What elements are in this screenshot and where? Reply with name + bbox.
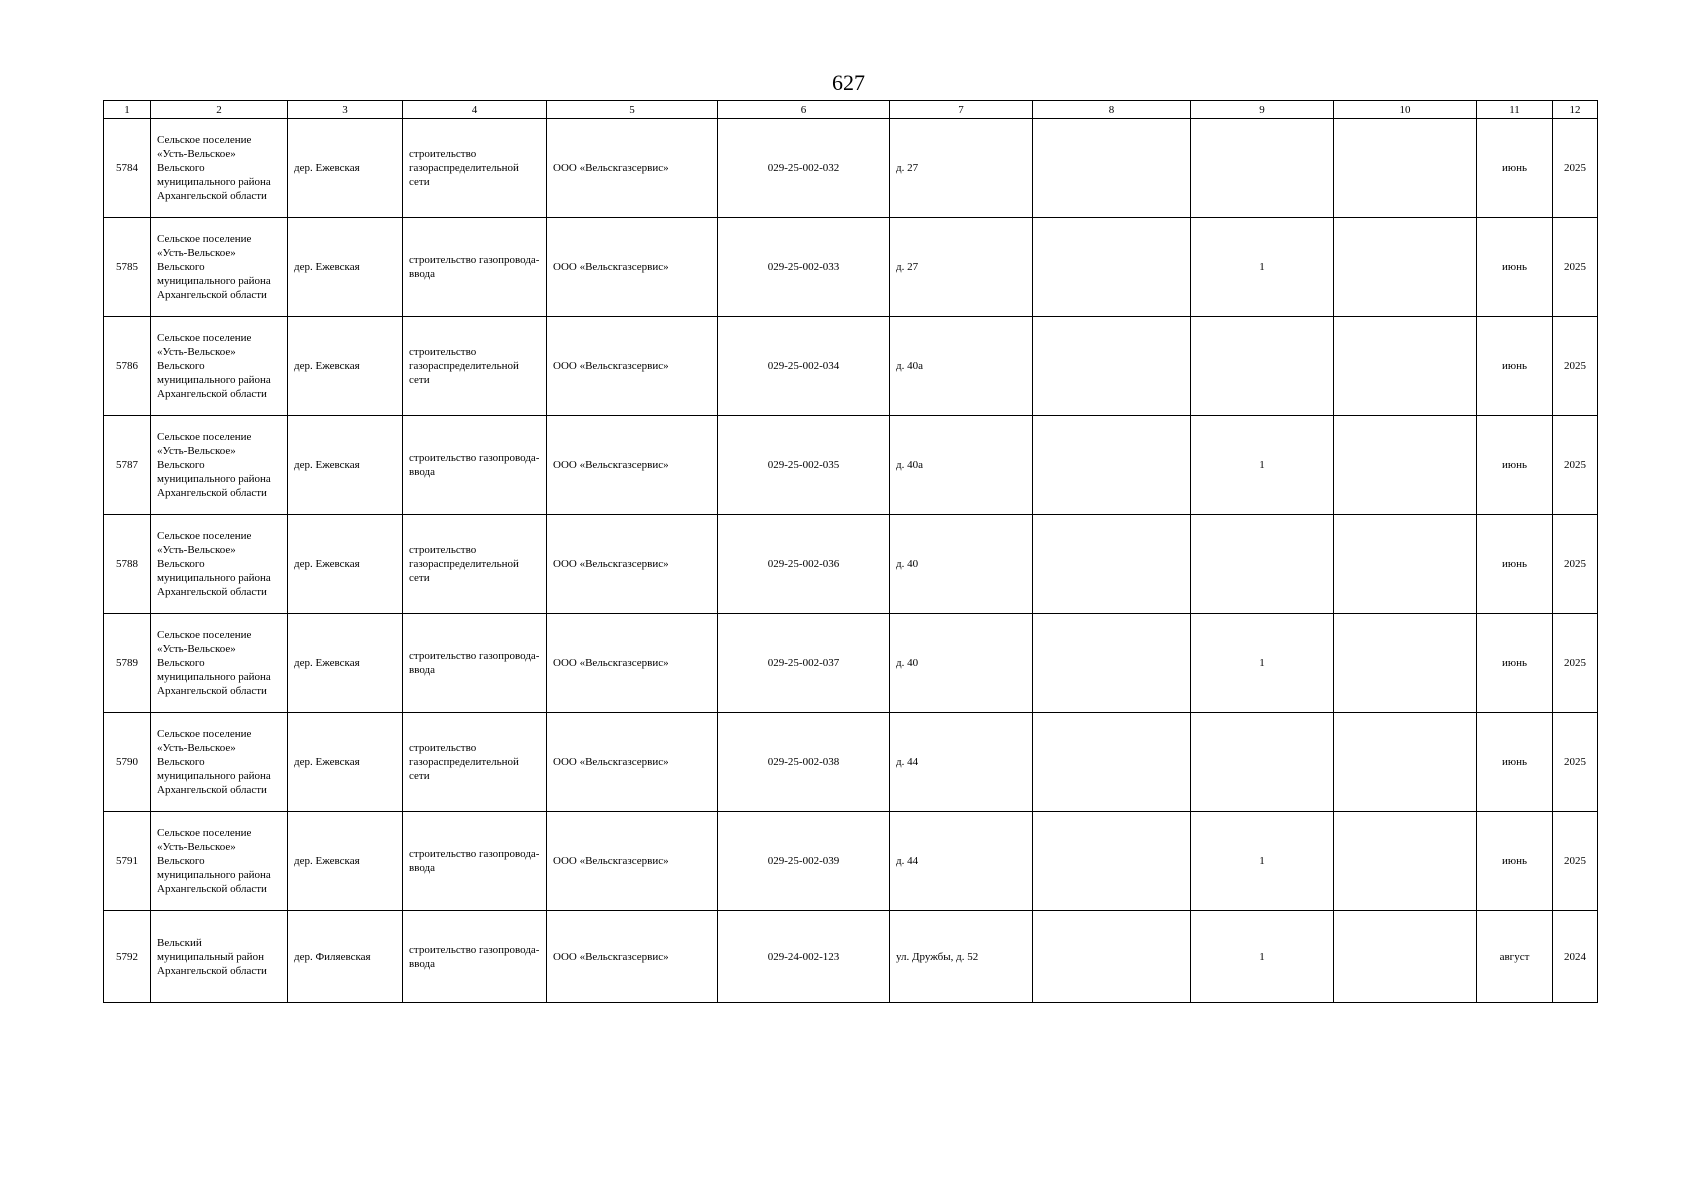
object-code-cell: 029-25-002-033	[718, 218, 890, 317]
locality-cell: дер. Ежевская	[288, 812, 403, 911]
column-8-cell	[1033, 614, 1191, 713]
column-10-cell	[1334, 317, 1477, 416]
settlement-cell: Сельское поселение «Усть-Вельское» Вельского муниципального района Архангельской области	[151, 218, 288, 317]
settlement-cell: Сельское поселение «Усть-Вельское» Вельского муниципального района Архангельской области	[151, 614, 288, 713]
address-cell: д. 27	[890, 119, 1033, 218]
column-9-cell: 1	[1191, 218, 1334, 317]
row-number: 5785	[104, 218, 151, 317]
table-row	[104, 119, 1598, 218]
column-9-cell	[1191, 515, 1334, 614]
locality-cell: дер. Ежевская	[288, 614, 403, 713]
organization-cell: ООО «Вельскгазсервис»	[547, 911, 718, 1003]
object-code-cell: 029-25-002-037	[718, 614, 890, 713]
column-9-cell: 1	[1191, 614, 1334, 713]
column-8-cell	[1033, 713, 1191, 812]
table-row	[104, 515, 1598, 614]
year-cell: 2025	[1553, 713, 1598, 812]
year-cell: 2025	[1553, 218, 1598, 317]
work-type-cell: строительство газопровода-ввода	[403, 218, 547, 317]
address-cell: д. 44	[890, 713, 1033, 812]
table-row	[104, 911, 1598, 1003]
address-cell: ул. Дружбы, д. 52	[890, 911, 1033, 1003]
column-8-cell	[1033, 218, 1191, 317]
registry-table	[103, 100, 1598, 1003]
locality-cell: дер. Ежевская	[288, 416, 403, 515]
locality-cell: дер. Ежевская	[288, 119, 403, 218]
column-9-cell: 1	[1191, 911, 1334, 1003]
page-number: 627	[832, 70, 865, 95]
work-type-cell: строительство газопровода-ввода	[403, 416, 547, 515]
work-type-cell: строительство газопровода-ввода	[403, 812, 547, 911]
object-code-cell: 029-25-002-035	[718, 416, 890, 515]
header-cell: 3	[288, 101, 403, 119]
month-cell: август	[1477, 911, 1553, 1003]
column-9-cell: 1	[1191, 416, 1334, 515]
row-number: 5788	[104, 515, 151, 614]
column-10-cell	[1334, 614, 1477, 713]
header-cell: 6	[718, 101, 890, 119]
header-cell: 2	[151, 101, 288, 119]
column-8-cell	[1033, 812, 1191, 911]
header-cell: 9	[1191, 101, 1334, 119]
locality-cell: дер. Ежевская	[288, 218, 403, 317]
month-cell: июнь	[1477, 614, 1553, 713]
header-cell: 7	[890, 101, 1033, 119]
object-code-cell: 029-25-002-039	[718, 812, 890, 911]
header-cell: 1	[104, 101, 151, 119]
row-number: 5792	[104, 911, 151, 1003]
column-10-cell	[1334, 218, 1477, 317]
year-cell: 2025	[1553, 416, 1598, 515]
column-8-cell	[1033, 119, 1191, 218]
work-type-cell: строительство газораспределительной сети	[403, 515, 547, 614]
table-row	[104, 416, 1598, 515]
column-10-cell	[1334, 812, 1477, 911]
year-cell: 2025	[1553, 317, 1598, 416]
column-10-cell	[1334, 119, 1477, 218]
locality-cell: дер. Ежевская	[288, 317, 403, 416]
column-8-cell	[1033, 911, 1191, 1003]
settlement-cell: Сельское поселение «Усть-Вельское» Вельского муниципального района Архангельской области	[151, 416, 288, 515]
column-8-cell	[1033, 416, 1191, 515]
object-code-cell: 029-25-002-036	[718, 515, 890, 614]
month-cell: июнь	[1477, 317, 1553, 416]
address-cell: д. 40а	[890, 317, 1033, 416]
organization-cell: ООО «Вельскгазсервис»	[547, 515, 718, 614]
table-row	[104, 317, 1598, 416]
settlement-cell: Сельское поселение «Усть-Вельское» Вельского муниципального района Архангельской области	[151, 515, 288, 614]
header-cell: 11	[1477, 101, 1553, 119]
year-cell: 2024	[1553, 911, 1598, 1003]
row-number: 5784	[104, 119, 151, 218]
work-type-cell: строительство газопровода-ввода	[403, 614, 547, 713]
table-row	[104, 218, 1598, 317]
header-cell: 12	[1553, 101, 1598, 119]
settlement-cell: Сельское поселение «Усть-Вельское» Вельского муниципального района Архангельской области	[151, 317, 288, 416]
column-10-cell	[1334, 713, 1477, 812]
table-body	[104, 119, 1598, 1003]
year-cell: 2025	[1553, 515, 1598, 614]
object-code-cell: 029-25-002-032	[718, 119, 890, 218]
row-number: 5789	[104, 614, 151, 713]
month-cell: июнь	[1477, 515, 1553, 614]
column-9-cell: 1	[1191, 812, 1334, 911]
organization-cell: ООО «Вельскгазсервис»	[547, 416, 718, 515]
organization-cell: ООО «Вельскгазсервис»	[547, 812, 718, 911]
column-10-cell	[1334, 515, 1477, 614]
table-row	[104, 614, 1598, 713]
organization-cell: ООО «Вельскгазсервис»	[547, 614, 718, 713]
month-cell: июнь	[1477, 713, 1553, 812]
organization-cell: ООО «Вельскгазсервис»	[547, 218, 718, 317]
row-number: 5790	[104, 713, 151, 812]
table-row	[104, 713, 1598, 812]
work-type-cell: строительство газопровода-ввода	[403, 911, 547, 1003]
column-8-cell	[1033, 317, 1191, 416]
object-code-cell: 029-25-002-038	[718, 713, 890, 812]
month-cell: июнь	[1477, 119, 1553, 218]
organization-cell: ООО «Вельскгазсервис»	[547, 317, 718, 416]
table-header	[104, 101, 1598, 119]
organization-cell: ООО «Вельскгазсервис»	[547, 119, 718, 218]
locality-cell: дер. Ежевская	[288, 713, 403, 812]
work-type-cell: строительство газораспределительной сети	[403, 713, 547, 812]
header-cell: 5	[547, 101, 718, 119]
row-number: 5791	[104, 812, 151, 911]
month-cell: июнь	[1477, 416, 1553, 515]
header-cell: 4	[403, 101, 547, 119]
settlement-cell: Сельское поселение «Усть-Вельское» Вельского муниципального района Архангельской области	[151, 119, 288, 218]
column-9-cell	[1191, 119, 1334, 218]
year-cell: 2025	[1553, 119, 1598, 218]
column-10-cell	[1334, 911, 1477, 1003]
column-9-cell	[1191, 713, 1334, 812]
month-cell: июнь	[1477, 218, 1553, 317]
column-10-cell	[1334, 416, 1477, 515]
year-cell: 2025	[1553, 812, 1598, 911]
object-code-cell: 029-25-002-034	[718, 317, 890, 416]
address-cell: д. 40	[890, 515, 1033, 614]
month-cell: июнь	[1477, 812, 1553, 911]
settlement-cell: Вельский муниципальный район Архангельской области	[151, 911, 288, 1003]
address-cell: д. 44	[890, 812, 1033, 911]
row-number: 5786	[104, 317, 151, 416]
row-number: 5787	[104, 416, 151, 515]
address-cell: д. 40	[890, 614, 1033, 713]
locality-cell: дер. Филяевская	[288, 911, 403, 1003]
column-9-cell	[1191, 317, 1334, 416]
header-cell: 8	[1033, 101, 1191, 119]
column-8-cell	[1033, 515, 1191, 614]
settlement-cell: Сельское поселение «Усть-Вельское» Вельского муниципального района Архангельской области	[151, 713, 288, 812]
organization-cell: ООО «Вельскгазсервис»	[547, 713, 718, 812]
header-row	[104, 101, 1598, 119]
locality-cell: дер. Ежевская	[288, 515, 403, 614]
work-type-cell: строительство газораспределительной сети	[403, 119, 547, 218]
address-cell: д. 27	[890, 218, 1033, 317]
table-row	[104, 812, 1598, 911]
address-cell: д. 40а	[890, 416, 1033, 515]
header-cell: 10	[1334, 101, 1477, 119]
work-type-cell: строительство газораспределительной сети	[403, 317, 547, 416]
year-cell: 2025	[1553, 614, 1598, 713]
object-code-cell: 029-24-002-123	[718, 911, 890, 1003]
settlement-cell: Сельское поселение «Усть-Вельское» Вельского муниципального района Архангельской области	[151, 812, 288, 911]
